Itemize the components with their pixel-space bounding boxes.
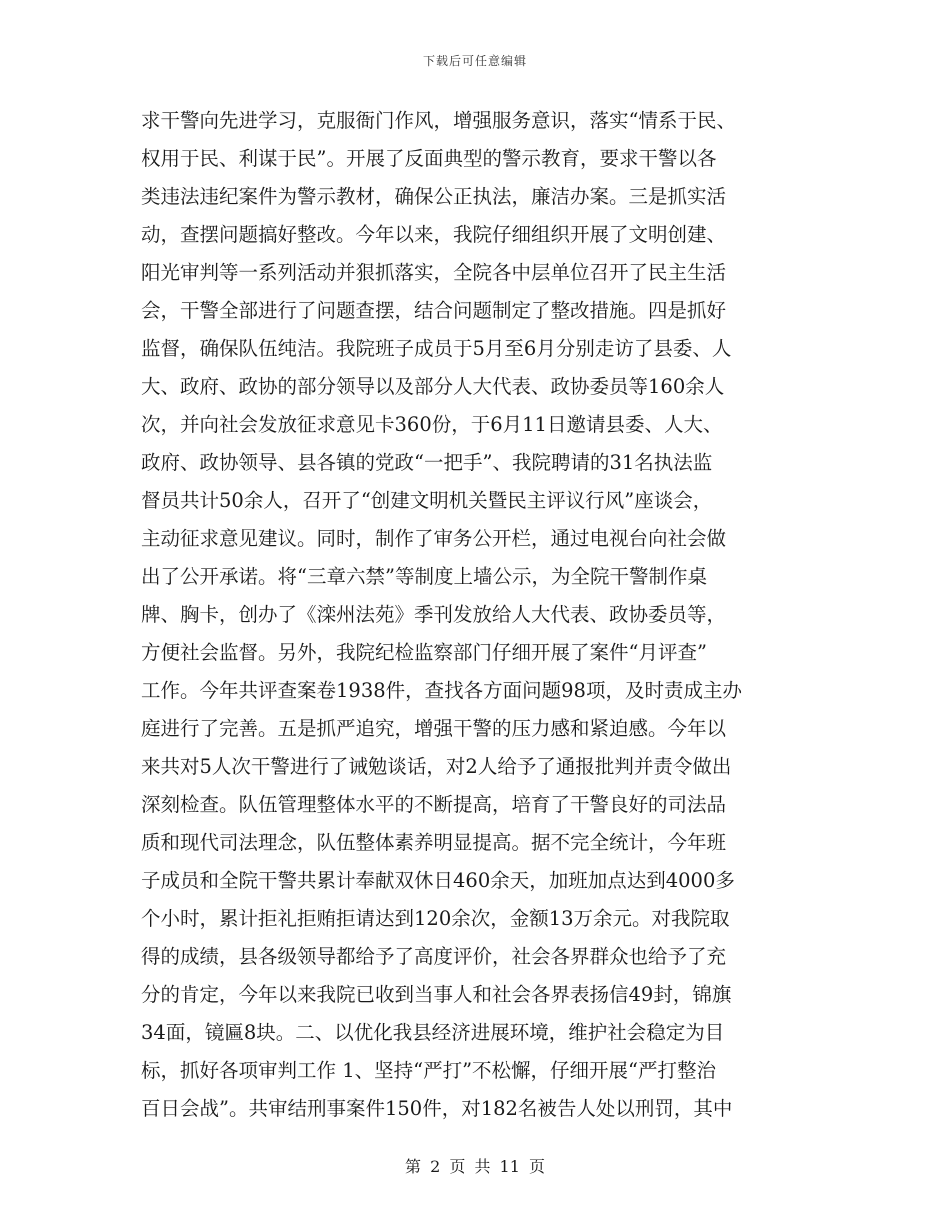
text-line: 主动征求意见建议。同时，制作了审务公开栏，通过电视台向社会做 bbox=[141, 527, 727, 550]
text-line: 标，抓好各项审判工作 1、坚持“严打”不松懈，仔细开展“严打整治 bbox=[141, 1059, 717, 1082]
text-line: 34面，镜匾8块。二、以优化我县经济进展环境，维护社会稳定为目 bbox=[141, 1021, 725, 1044]
text-line: 阳光审判等一系列活动并狠抓落实，全院各中层单位召开了民主生活 bbox=[141, 261, 727, 284]
text-line: 得的成绩，县各级领导都给予了高度评价，社会各界群众也给予了充 bbox=[141, 945, 727, 968]
text-line: 大、政府、政协的部分领导以及部分人大代表、政协委员等160余人 bbox=[141, 375, 725, 398]
text-line: 来共对5人次干警进行了诫勉谈话，对2人给予了通报批判并责令做出 bbox=[141, 755, 732, 778]
text-line: 动，查摆问题搞好整改。今年以来，我院仔细组织开展了文明创建、 bbox=[141, 223, 727, 246]
text-line: 深刻检查。队伍管理整体水平的不断提高，培育了干警良好的司法品 bbox=[141, 793, 727, 816]
page-number: 第 2 页 共 11 页 bbox=[405, 1157, 545, 1176]
text-line: 政府、政协领导、县各镇的党政“一把手”、我院聘请的31名执法监 bbox=[141, 451, 713, 474]
text-line: 牌、胸卡，创办了《滦州法苑》季刊发放给人大代表、政协委员等， bbox=[141, 603, 727, 626]
text-line: 工作。今年共评查案卷1938件，查找各方面问题98项，及时责成主办 bbox=[141, 679, 742, 702]
text-line: 分的肯定，今年以来我院已收到当事人和社会各界表扬信49封，锦旗 bbox=[141, 983, 732, 1006]
body-text bbox=[141, 102, 811, 1128]
text-line: 庭进行了完善。五是抓严追究，增强干警的压力感和紧迫感。今年以 bbox=[141, 717, 727, 740]
text-line: 类违法违纪案件为警示教材，确保公正执法，廉洁办案。三是抓实活 bbox=[141, 185, 727, 208]
text-line: 监督，确保队伍纯洁。我院班子成员于5月至6月分别走访了县委、人 bbox=[141, 337, 732, 360]
text-line: 督员共计50余人，召开了“创建文明机关暨民主评议行风”座谈会， bbox=[141, 489, 713, 512]
text-line: 质和现代司法理念，队伍整体素养明显提高。据不完全统计，今年班 bbox=[141, 831, 727, 854]
text-line: 权用于民、利谋于民”。开展了反面典型的警示教育，要求干警以各 bbox=[141, 147, 717, 170]
text-line: 出了公开承诺。将“三章六禁”等制度上墙公示，为全院干警制作桌 bbox=[141, 565, 707, 588]
text-line: 百日会战”。共审结刑事案件150件，对182名被告人处以刑罚，其中 bbox=[141, 1097, 733, 1120]
text-line: 个小时，累计拒礼拒贿拒请达到120余次，金额13万余元。对我院取 bbox=[141, 907, 730, 930]
text-line: 会，干警全部进行了问题查摆，结合问题制定了整改措施。四是抓好 bbox=[141, 299, 727, 322]
text-line: 次，并向社会发放征求意见卡360份，于6月11日邀请县委、人大、 bbox=[141, 413, 723, 436]
text-line: 子成员和全院干警共累计奉献双休日460余天，加班加点达到4000多 bbox=[141, 869, 735, 892]
text-line: 方便社会监督。另外，我院纪检监察部门仔细开展了案件“月评查” bbox=[141, 641, 707, 664]
text-line: 求干警向先进学习，克服衙门作风，增强服务意识，落实“情系于民、 bbox=[141, 109, 736, 132]
page-header: 下载后可任意编辑 bbox=[422, 54, 527, 68]
